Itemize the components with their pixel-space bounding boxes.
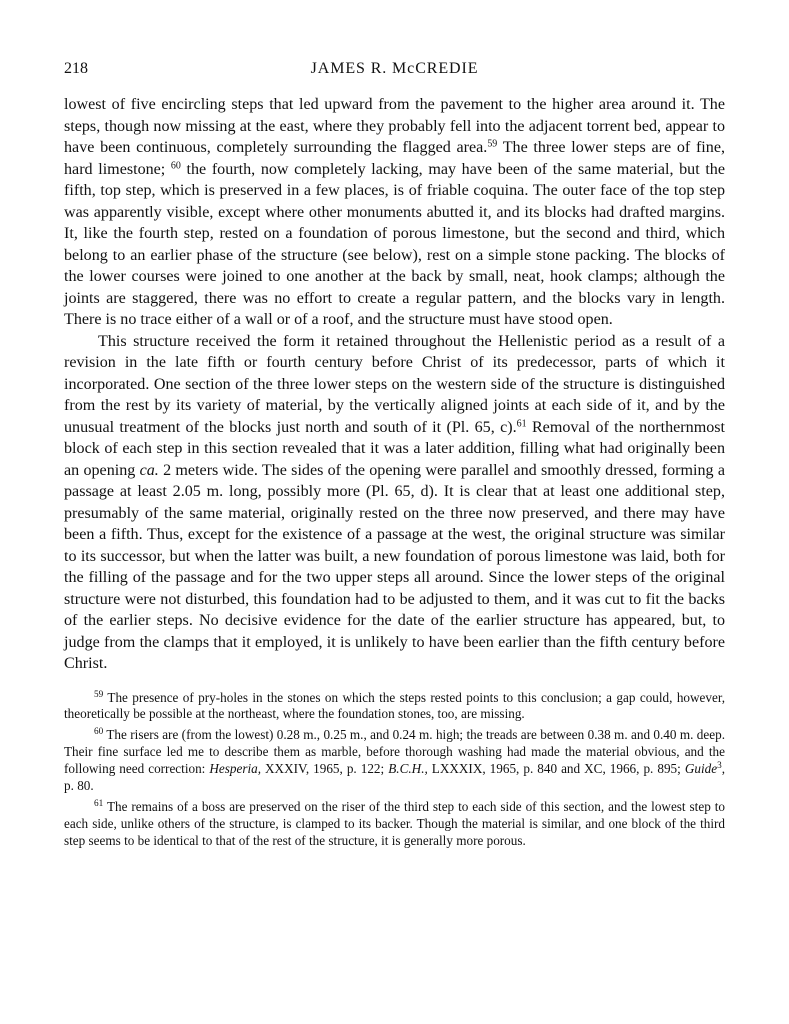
- paragraph-1-text-c: the fourth, now completely lacking, may have been of the same material, but the fifth, top step, which is preserved in a few places, is of friable coquina. The outer face of the top step was apparently visible, except where other monuments abutted it, and its blocks had drafted margins. It, like the fourth step, rested on a foundation of porous limestone, but the second and third, which belong to an earlier phase of the structure (see below), rest on a simple stone packing. The blocks of the lower courses were joined to one another at the back by small, neat, hook clamps; although the joints are staggered, there was no effort to create a regular pattern, and the blocks vary in length. There is no trace either of a wall or of a roof, and the structure must have stood open.: [64, 160, 725, 328]
- footnote-ref-61: 61: [516, 418, 527, 430]
- footnote-60-text-c: LXXXIX, 1965, p. 840 and XC, 1966, p. 895;: [427, 761, 685, 777]
- guide-edition: 3: [717, 760, 722, 771]
- paragraph-2-text-c: 2 meters wide. The sides of the opening were parallel and smoothly dressed, forming a passage at least 2.05 m. long, possibly more (Pl. 65, d). It is clear that at least one additional step, presumably of the same material, originally rested on the three now preserved, and there may have been a fifth. Thus, except for the existence of a passage at the west, the original structure was similar to its successor, but when the latter was built, a new foundation of porous limestone was laid, both for the filling of the passage and for the two upper steps all around. Since the lower steps of the original structure were not disturbed, this foundation had to be adjusted to them, and it was cut to fit the backs of the earlier steps. No decisive evidence for the date of the earlier structure has appeared, but, to judge from the clamps that it employed, it is unlikely to have been earlier than the fifth century before Christ.: [64, 461, 725, 672]
- footnote-60: [64, 727, 725, 795]
- running-head: [64, 58, 725, 80]
- footnote-ref-60: 60: [170, 160, 181, 172]
- footnote-60-text-d: , p. 80.: [64, 761, 725, 794]
- footnotes: [64, 690, 725, 850]
- footnote-61-text: The remains of a boss are preserved on the riser of the third step to each side of this section, and the lowest step to each side, unlike others of the structure, is clamped to its backer. Though the material is similar, and one block of the third step seems to be identical to that of the rest of the structure, it is generally more porous.: [64, 798, 725, 848]
- paragraph-1-text-b: The three lower steps are of fine, hard limestone;: [64, 139, 725, 178]
- footnote-60-text-a: The risers are (from the lowest) 0.28 m., 0.25 m., and 0.24 m. high; the treads are between 0.38 m. and 0.40 m. deep. Their fine surface led me to describe them as marble, before thorough washing had made the material obvious, and the following need correction:: [64, 727, 725, 777]
- footnote-ref-59: 59: [487, 138, 498, 150]
- footnote-59-text: The presence of pry-holes in the stones on which the steps rested points to this conclusion; a gap could, however, theoretically be possible at the northeast, where the foundation stones, too, are missing.: [64, 689, 725, 722]
- circa-abbrev: ca.: [139, 461, 159, 479]
- page-number: 218: [64, 60, 88, 77]
- paragraph-1: [64, 94, 725, 331]
- paragraph-2-text-b: Removal of the northernmost block of each step in this section revealed that it was a later addition, filling what had originally been an opening: [64, 418, 725, 479]
- journal-hesperia: Hesperia,: [209, 761, 262, 777]
- footnote-60-text-b: XXXIV, 1965, p. 122;: [261, 761, 389, 777]
- footnote-59: [64, 690, 725, 724]
- page: [64, 58, 725, 854]
- footnote-60-number: 60: [94, 726, 104, 737]
- footnote-61-number: 61: [94, 797, 104, 808]
- running-title: JAMES R. McCREDIE: [310, 60, 479, 77]
- paragraph-2-text-a: This structure received the form it retained throughout the Hellenistic period as a result of a revision in the late fifth or fourth century before Christ of its predecessor, parts of which it incorporated. One section of the three lower steps on the western side of the structure is distinguished from the rest by its variety of material, by the vertically aligned joints at each side of it, and by the unusual treatment of the blocks just north and south of it (Pl. 65, c).: [64, 332, 725, 436]
- journal-bch: B.C.H.,: [388, 761, 428, 777]
- paragraph-1-text-a: lowest of five encircling steps that led upward from the pavement to the higher area around it. The steps, though now missing at the east, where they probably fell into the adjacent torrent bed, appear to have been continuous, completely surrounding the flagged area.: [64, 96, 725, 156]
- footnote-59-number: 59: [94, 688, 104, 699]
- paragraph-2: [64, 331, 725, 675]
- footnote-61: [64, 799, 725, 850]
- guide-title: Guide: [684, 761, 718, 777]
- body-text: [64, 94, 725, 675]
